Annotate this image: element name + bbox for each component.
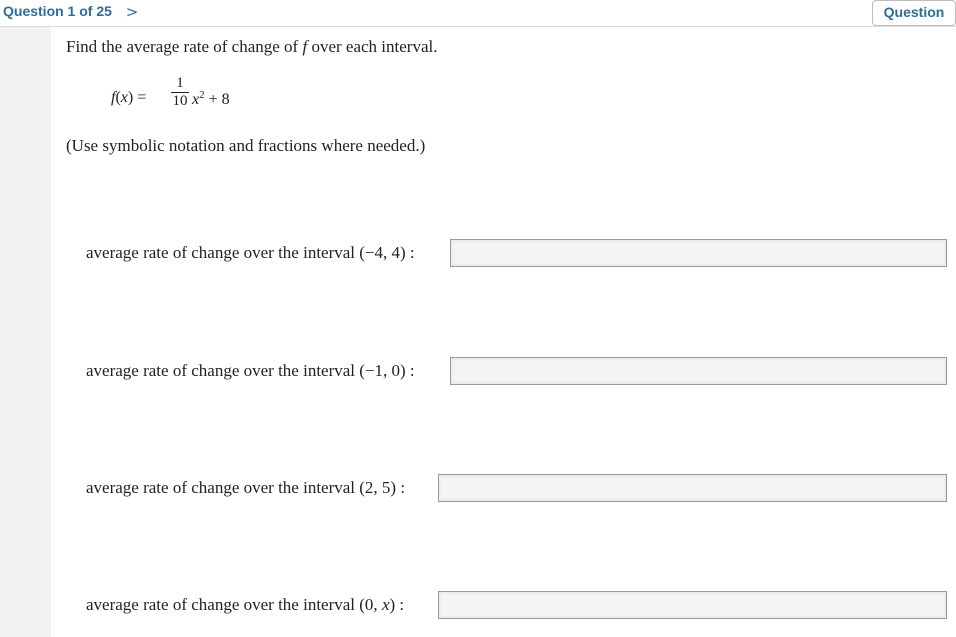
formula-term-variable: x [192, 91, 200, 108]
formula-equals: ) = [127, 89, 147, 106]
prompt-function-name: f [302, 37, 308, 56]
answer-input-interval-2[interactable] [450, 357, 947, 385]
prompt-text-end: over each interval. [307, 37, 438, 56]
fraction-denominator: 10 [172, 93, 188, 109]
answer-input-interval-4[interactable] [438, 591, 947, 619]
answer-input-interval-1[interactable] [450, 239, 947, 267]
next-question-chevron-icon[interactable]: > [125, 3, 139, 21]
instruction-note: (Use symbolic notation and fractions where needed.) [66, 136, 426, 155]
prompt-text-start: Find the average rate of change of [66, 37, 303, 56]
answer-label-4-variable: x [381, 595, 390, 614]
question-prompt [66, 37, 437, 57]
fraction-numerator: 1 [176, 75, 184, 91]
formula-open-paren: ( [115, 89, 121, 106]
formula-variable: x [120, 89, 128, 106]
formula-function-name: f [111, 89, 116, 106]
top-bar [0, 0, 956, 27]
formula-fraction [170, 75, 190, 110]
answer-label-interval-4 [86, 595, 404, 615]
question-tab-button[interactable]: Question [872, 0, 956, 26]
answer-label-interval-2: average rate of change over the interval (−1, 0) : [86, 361, 415, 380]
answer-input-interval-3[interactable] [438, 474, 947, 502]
formula-exponent: 2 [199, 89, 205, 101]
answer-label-interval-3: average rate of change over the interval (2, 5) : [86, 478, 406, 497]
answer-label-4-end: ) : [389, 595, 405, 614]
question-panel [51, 27, 956, 637]
formula-right-side [192, 89, 230, 109]
answer-label-interval-1: average rate of change over the interval (−4, 4) : [86, 243, 415, 262]
answer-label-4-start: average rate of change over the interval (0, [86, 595, 382, 614]
formula-constant: + 8 [204, 91, 230, 108]
formula-left-side [111, 89, 146, 107]
question-counter: Question 1 of 25 [3, 3, 112, 19]
